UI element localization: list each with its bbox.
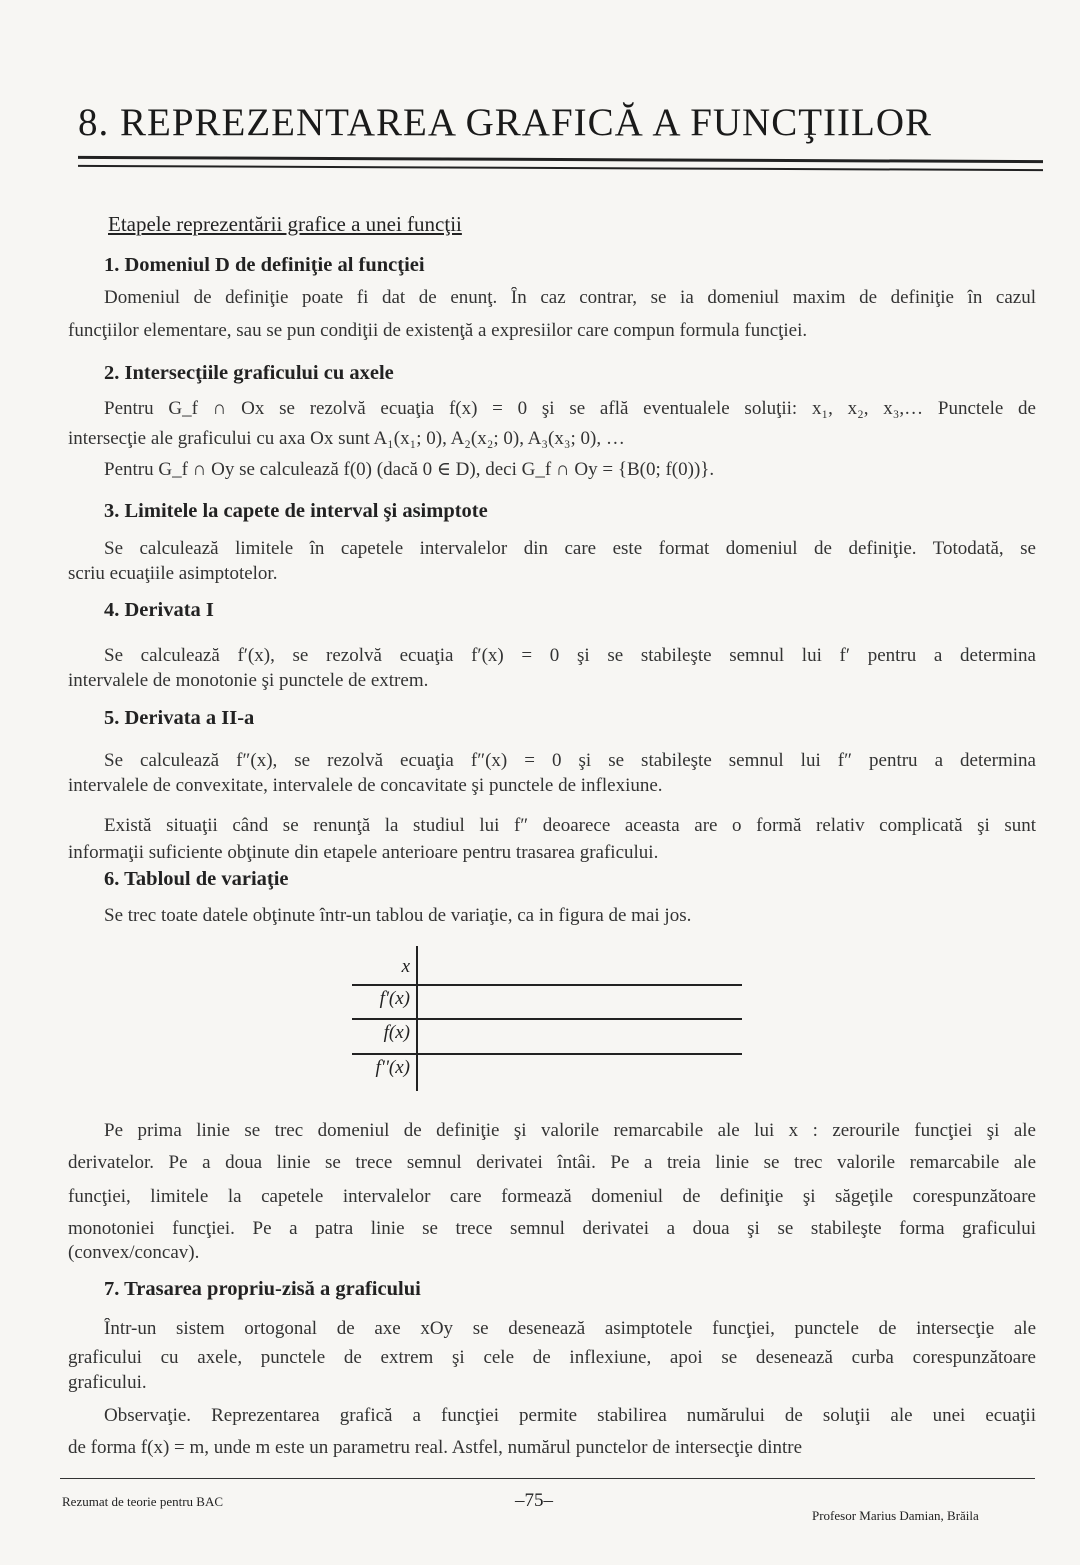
paragraph-line: Se calculează limitele în capetele intervalelor din care este format domeniul de definiţie. Totodată, se [104, 538, 1036, 559]
paragraph-line: funcţiilor elementare, sau se pun condiţii de existenţă a expresiilor care compun formula funcţiei. [68, 320, 808, 341]
section-heading: 1. Domeniul D de definiţie al funcţiei [104, 254, 425, 276]
footer-right: Profesor Marius Damian, Brăila [812, 1508, 979, 1523]
paragraph-line: derivatelor. Pe a doua linie se trece semnul derivatei întâi. Pe a treia linie se trec valorile remarcabile ale [68, 1152, 1036, 1173]
section-heading: 4. Derivata I [104, 599, 214, 621]
section-subtitle: Etapele reprezentării grafice a unei funcţii [108, 212, 462, 236]
table-row-label: f(x) [383, 1022, 410, 1043]
paragraph-line: Se trec toate datele obţinute într-un tablou de variaţie, ca in figura de mai jos. [104, 905, 692, 926]
title-rule [78, 156, 1043, 163]
paragraph-line: funcţiei, limitele la capetele intervalelor care formează domeniul de definiţie şi săgeţile corespunzătoare [68, 1186, 1036, 1207]
paragraph-line: intersecţie ale graficului cu axa Ox sunt A₁(x₁; 0), A₂(x₂; 0), A₃(x₃; 0), … [68, 428, 625, 449]
paragraph-line: intervalele de convexitate, intervalele de concavitate şi punctele de inflexiune. [68, 775, 663, 796]
table-row-line [352, 1018, 742, 1020]
paragraph-line: Se calculează f″(x), se rezolvă ecuaţia f″(x) = 0 şi se stabileşte semnul lui f″ pentru a determina [104, 750, 1036, 771]
page-number: –75– [515, 1490, 553, 1511]
paragraph-line: Pe prima linie se trec domeniul de definiţie şi valorile remarcabile ale lui x : zerourile funcţiei şi ale [104, 1120, 1036, 1141]
footer-rule [60, 1478, 1035, 1479]
table-row-label: f''(x) [375, 1057, 410, 1078]
table-row-line [352, 984, 742, 986]
paragraph-line: graficului. [68, 1372, 147, 1393]
footer-left: Rezumat de teorie pentru BAC [62, 1494, 224, 1509]
paragraph-line: Pentru G_f ∩ Oy se calculează f(0) (dacă 0 ∈ D), deci G_f ∩ Oy = {B(0; f(0))}. [104, 459, 715, 480]
table-row-label: x [401, 956, 410, 977]
section-heading: 5. Derivata a II-a [104, 707, 255, 729]
table-row-label: f'(x) [379, 988, 410, 1009]
paragraph-line: (convex/concav). [68, 1242, 200, 1263]
paragraph-line: intervalele de monotonie şi punctele de extrem. [68, 670, 429, 691]
paragraph-line: informaţii suficiente obţinute din etapele anterioare pentru trasarea graficului. [68, 842, 659, 863]
paragraph-line: monotoniei funcţiei. Pe a patra linie se trece semnul derivatei a doua şi se stabileşte forma graficului [68, 1218, 1036, 1239]
page-title: 8. REPREZENTAREA GRAFICĂ A FUNCŢIILOR [78, 101, 933, 144]
paragraph-line: Pentru G_f ∩ Ox se rezolvă ecuaţia f(x) = 0 şi se află eventualele soluţii: x₁, x₂, x₃,… Punctele de [104, 398, 1036, 419]
paragraph-line: Există situaţii când se renunţă la studiul lui f″ deoarece aceasta are o formă relativ complicată şi sunt [104, 815, 1036, 836]
variation-table [352, 946, 742, 1091]
paragraph-line: Observaţie. Reprezentarea grafică a funcţiei permite stabilirea numărului de soluţii ale unei ecuaţii [104, 1405, 1036, 1426]
paragraph-line: de forma f(x) = m, unde m este un parametru real. Astfel, numărul punctelor de intersecţie dintre [68, 1437, 803, 1458]
section-heading: 2. Intersecţiile graficului cu axele [104, 362, 394, 384]
title-rule [78, 165, 1043, 171]
section-heading: 7. Trasarea propriu-zisă a graficului [104, 1278, 421, 1300]
paragraph-line: Se calculează f′(x), se rezolvă ecuaţia f′(x) = 0 şi se stabileşte semnul lui f′ pentru a determina [104, 645, 1036, 666]
table-row-line [352, 1053, 742, 1055]
paragraph-line: scriu ecuaţiile asimptotelor. [68, 563, 278, 584]
paragraph-line: Domeniul de definiţie poate fi dat de enunţ. În caz contrar, se ia domeniul maxim de definiţie în cazul [104, 287, 1036, 308]
section-heading: 3. Limitele la capete de interval şi asimptote [104, 500, 488, 522]
paragraph-line: graficului cu axele, punctele de extrem şi cele de inflexiune, apoi se desenează curba corespunzătoare [68, 1347, 1036, 1368]
paragraph-line: Într-un sistem ortogonal de axe xOy se desenează asimptotele funcţiei, punctele de intersecţie ale [104, 1318, 1036, 1339]
section-heading: 6. Tabloul de variaţie [104, 868, 289, 890]
